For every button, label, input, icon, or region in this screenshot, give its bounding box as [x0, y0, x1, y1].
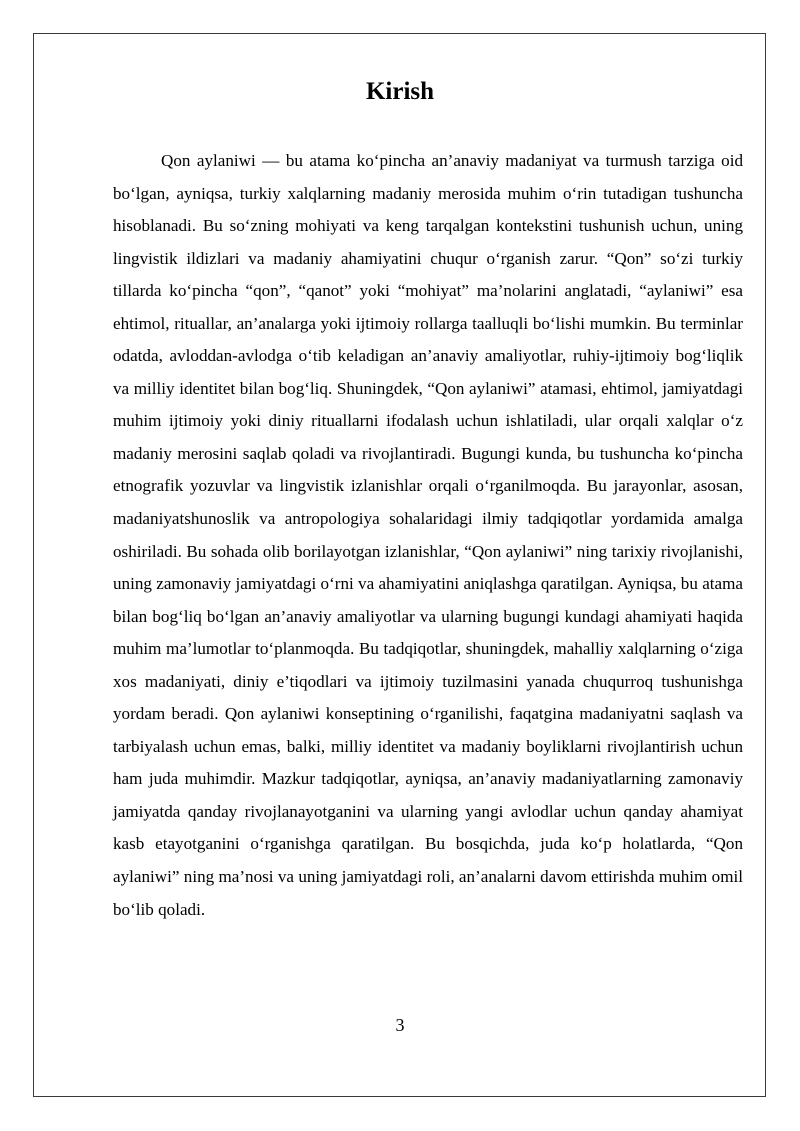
body-paragraph: Qon aylaniwi — bu atama ko‘pincha an’anaviy madaniyat va turmush tarziga oid bo‘lgan, ayniqsa, turkiy xalqlarning madaniy merosida muhim o‘rin tutadigan tushuncha hisoblanadi. Bu so‘zning mohiyati va keng tarqalgan kontekstini tushunish uchun, uning lingvistik ildizlari va madaniy ahamiyatini chuqur o‘rganish zarur. “Qon” so‘zi turkiy tillarda ko‘pincha “qon”, “qanot” yoki “mohiyat” ma’nolarini anglatadi, “aylaniwi” esa ehtimol, rituallar, an’analarga yoki ijtimoiy rollarga taalluqli bo‘lishi mumkin. Bu terminlar odatda, avloddan-avlodga o‘tib keladigan an’anaviy amaliyotlar, ruhiy-ijtimoiy bog‘liqlik va milliy identitet bilan bog‘liq. Shuningdek, “Qon aylaniwi” atamasi, ehtimol, jamiyatdagi muhim ijtimoiy yoki diniy rituallarni ifodalash uchun ishlatiladi, ular orqali xalqlar o‘z madaniy merosini saqlab qoladi va rivojlantiradi. Bugungi kunda, bu tushuncha ko‘pincha etnografik yozuvlar va lingvistik izlanishlar orqali o‘rganilmoqda. Bu jarayonlar, asosan, madaniyatshunoslik va antropologiya sohalaridagi ilmiy tadqiqotlar yordamida amalga oshiriladi. Bu sohada olib borilayotgan izlanishlar, “Qon aylaniwi” ning tarixiy rivojlanishi, uning zamonaviy jamiyatdagi o‘rni va ahamiyatini aniqlashga qaratilgan. Ayniqsa, bu atama bilan bog‘liq bo‘lgan an’anaviy amaliyotlar va ularning bugungi kundagi ahamiyati haqida muhim ma’lumotlar to‘planmoqda. Bu tadqiqotlar, shuningdek, mahalliy xalqlarning o‘ziga xos madaniyati, diniy e’tiqodlari va ijtimoiy tuzilmasini yanada chuqurroq tushunishga yordam beradi. Qon aylaniwi konseptining o‘rganilishi, faqatgina madaniyatni saqlash va tarbiyalash uchun emas, balki, milliy identitet va madaniy boyliklarni rivojlantirish uchun ham juda muhimdir. Mazkur tadqiqotlar, ayniqsa, an’anaviy madaniyatlarning zamonaviy jamiyatda qanday rivojlanayotganini va ularning yangi avlodlar uchun qanday ahamiyat kasb etayotganini o‘rganishga qaratilgan. Bu bosqichda, juda ko‘p holatlarda, “Qon aylaniwi” ning ma’nosi va uning jamiyatdagi roli, an’analarni davom ettirishda muhim omil bo‘lib qoladi. [113, 151, 743, 919]
page-title: Kirish [365, 78, 435, 105]
page-number: 3 [395, 1015, 405, 1035]
